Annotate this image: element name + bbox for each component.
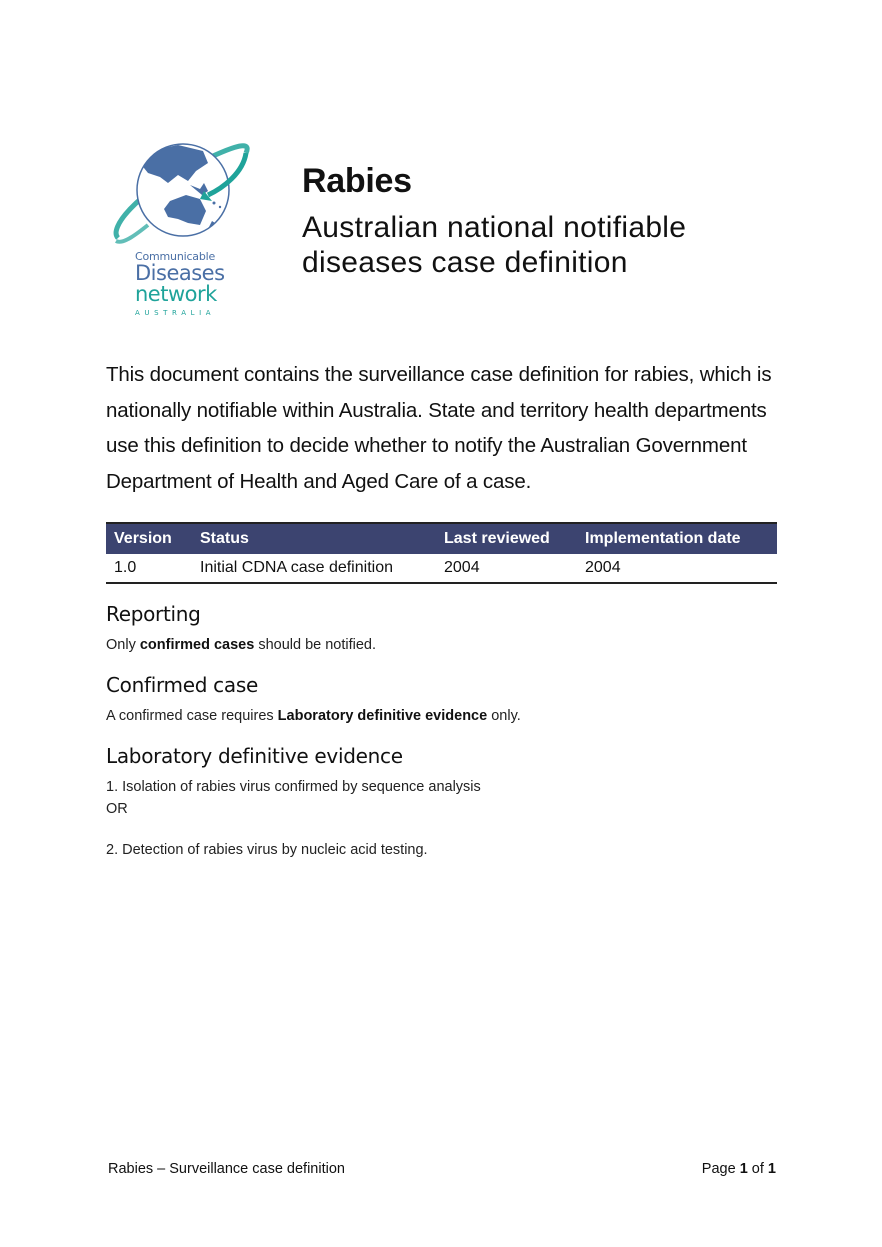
reporting-text-post: should be notified.	[254, 637, 377, 653]
heading-reporting: Reporting	[106, 602, 201, 626]
logo-line-network: network	[135, 282, 217, 306]
globe-orbit-icon	[108, 133, 258, 248]
reporting-text-pre: Only	[106, 637, 140, 653]
confirmed-case-text	[106, 708, 521, 724]
cdna-logo	[108, 133, 258, 328]
heading-lab-evidence: Laboratory definitive evidence	[106, 744, 403, 768]
cell-last-reviewed: 2004	[436, 554, 577, 583]
logo-line-communicable: Communicable	[135, 250, 216, 263]
confirmed-case-text-pre: A confirmed case requires	[106, 708, 278, 724]
lab-evidence-item-2: 2. Detection of rabies virus by nucleic acid testing.	[106, 842, 428, 858]
footer-document-name: Rabies – Surveillance case definition	[108, 1161, 345, 1177]
page-total: 1	[767, 1161, 776, 1177]
column-header-last-reviewed: Last reviewed	[436, 523, 577, 554]
page-label: Page	[701, 1161, 740, 1177]
lab-evidence-or: OR	[106, 801, 128, 817]
footer-page-number	[702, 1161, 776, 1177]
cell-version: 1.0	[106, 554, 192, 583]
heading-confirmed-case: Confirmed case	[106, 673, 258, 697]
column-header-implementation-date: Implementation date	[577, 523, 777, 554]
page-subtitle: Australian national notifiable diseases case definition	[302, 211, 687, 279]
lab-evidence-item-1: 1. Isolation of rabies virus confirmed by sequence analysis	[106, 779, 481, 795]
confirmed-case-text-bold: Laboratory definitive evidence	[277, 708, 488, 724]
logo-line-australia: AUSTRALIA	[135, 309, 216, 317]
table-row	[106, 554, 777, 583]
intro-paragraph: This document contains the surveillance case definition for rabies, which is nationally notifiable within Australia. State and territory health departments use this definition to decide whether to notify the Australian Government Department of Health and Aged Care of a case.	[106, 363, 772, 493]
page-title: Rabies	[302, 162, 412, 200]
cell-implementation-date: 2004	[577, 554, 777, 583]
version-table-header	[106, 523, 777, 554]
reporting-text-bold: confirmed cases	[139, 637, 255, 653]
version-table	[106, 522, 777, 584]
cell-status: Initial CDNA case definition	[192, 554, 436, 583]
logo-wordmark	[135, 251, 255, 317]
reporting-text	[106, 637, 376, 653]
column-header-status: Status	[192, 523, 436, 554]
logo-line-diseases: Diseases	[135, 261, 225, 285]
confirmed-case-text-post: only.	[487, 708, 521, 724]
column-header-version: Version	[106, 523, 192, 554]
page-of: of	[747, 1161, 768, 1177]
page-current: 1	[739, 1161, 748, 1177]
